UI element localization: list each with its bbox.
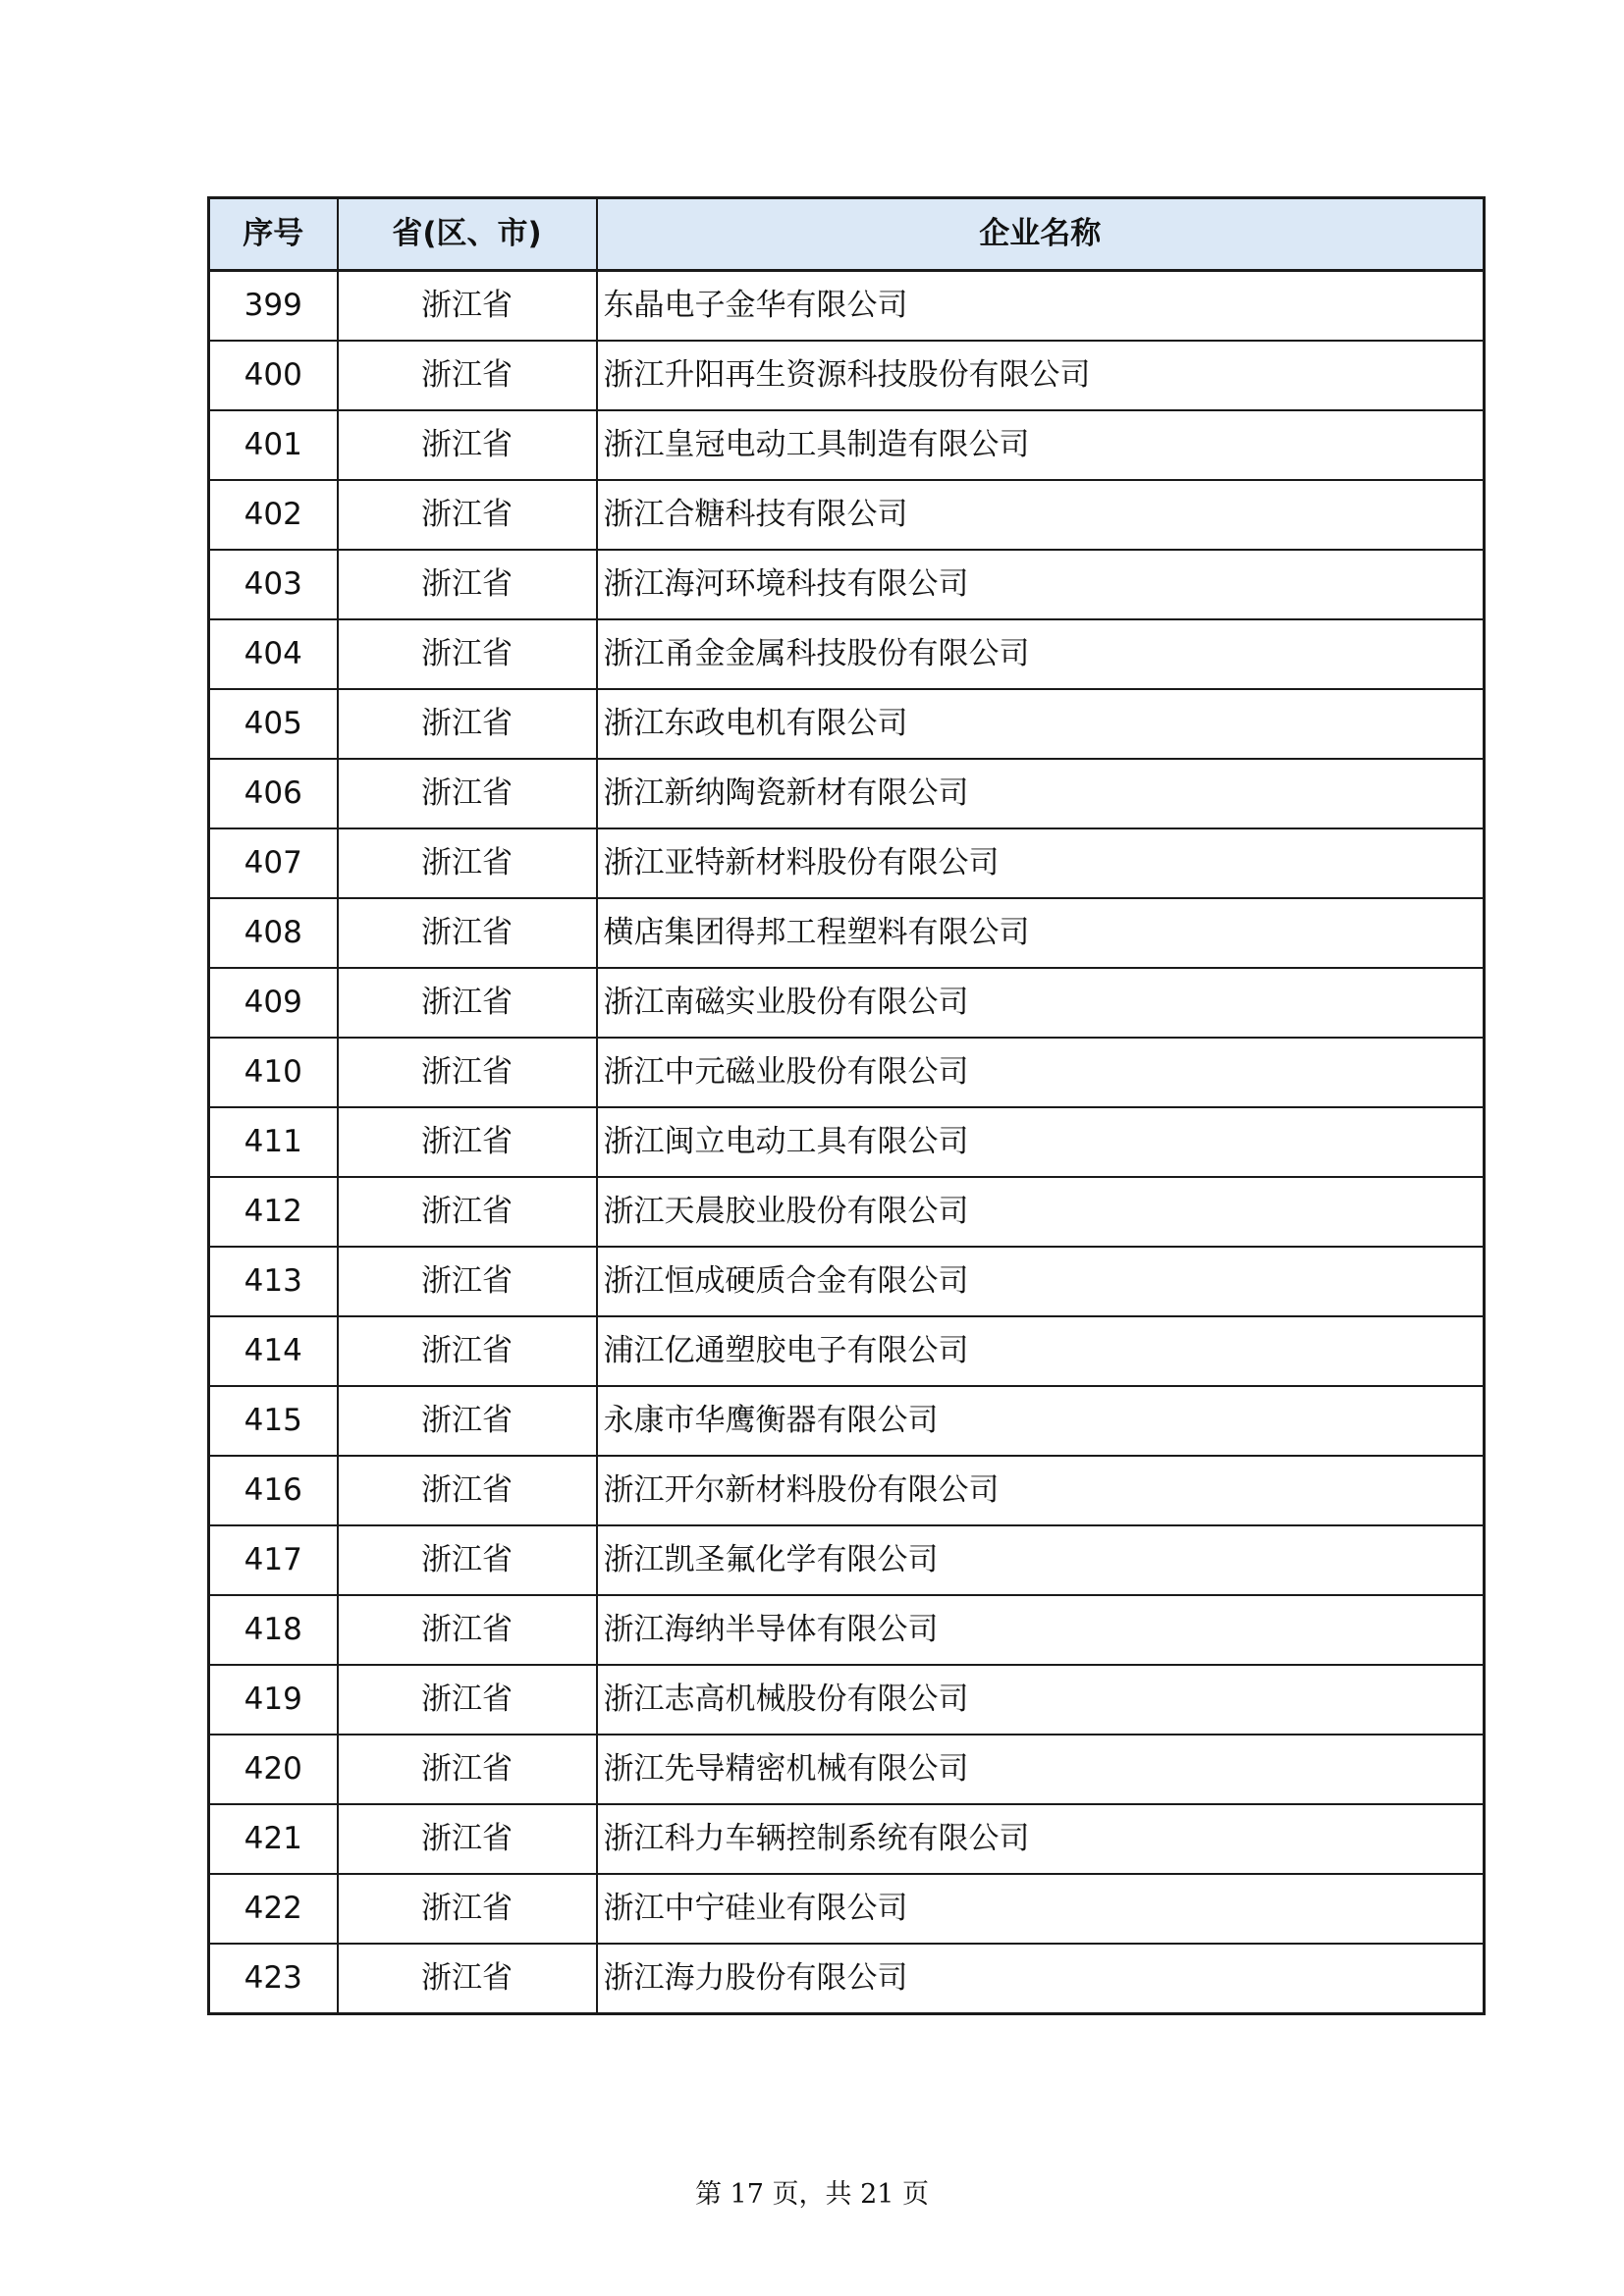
table-row	[209, 480, 1485, 550]
enterprise-name-cell: 浙江开尔新材料股份有限公司	[597, 1456, 1485, 1525]
province-cell: 浙江省	[338, 1247, 597, 1316]
table-row	[209, 759, 1485, 828]
table-row	[209, 1038, 1485, 1107]
table-row	[209, 1456, 1485, 1525]
page-footer: 第 17 页，共 21 页	[694, 2179, 930, 2210]
enterprise-name-cell: 浙江海力股份有限公司	[597, 1944, 1485, 2014]
table-header	[209, 198, 1485, 271]
province-cell: 浙江省	[338, 1944, 597, 2014]
enterprise-name-cell: 浙江合糖科技有限公司	[597, 480, 1485, 550]
enterprise-name-cell: 横店集团得邦工程塑料有限公司	[597, 898, 1485, 968]
serial-number-cell: 419	[209, 1665, 338, 1735]
province-cell: 浙江省	[338, 1316, 597, 1386]
table-row	[209, 1316, 1485, 1386]
enterprise-table	[207, 196, 1486, 2015]
table-row	[209, 898, 1485, 968]
enterprise-name-cell: 浙江东政电机有限公司	[597, 689, 1485, 759]
serial-number-cell: 409	[209, 968, 338, 1038]
serial-number-cell: 418	[209, 1595, 338, 1665]
table-row	[209, 1665, 1485, 1735]
serial-number-cell: 417	[209, 1525, 338, 1595]
serial-number-cell: 415	[209, 1386, 338, 1456]
enterprise-name-cell: 浦江亿通塑胶电子有限公司	[597, 1316, 1485, 1386]
serial-number-cell: 400	[209, 341, 338, 410]
table-body	[209, 271, 1485, 2014]
table-row	[209, 550, 1485, 619]
province-cell: 浙江省	[338, 1665, 597, 1735]
serial-number-cell: 423	[209, 1944, 338, 2014]
header-enterprise-name: 企业名称	[597, 198, 1485, 271]
province-cell: 浙江省	[338, 1386, 597, 1456]
serial-number-cell: 410	[209, 1038, 338, 1107]
header-province: 省(区、市)	[338, 198, 597, 271]
province-cell: 浙江省	[338, 619, 597, 689]
table-row	[209, 1735, 1485, 1804]
enterprise-name-cell: 浙江海河环境科技有限公司	[597, 550, 1485, 619]
serial-number-cell: 421	[209, 1804, 338, 1874]
table-row	[209, 1107, 1485, 1177]
province-cell: 浙江省	[338, 410, 597, 480]
serial-number-cell: 402	[209, 480, 338, 550]
enterprise-name-cell: 浙江中宁硅业有限公司	[597, 1874, 1485, 1944]
serial-number-cell: 413	[209, 1247, 338, 1316]
province-cell: 浙江省	[338, 1525, 597, 1595]
province-cell: 浙江省	[338, 1595, 597, 1665]
serial-number-cell: 403	[209, 550, 338, 619]
serial-number-cell: 411	[209, 1107, 338, 1177]
serial-number-cell: 401	[209, 410, 338, 480]
table-row	[209, 410, 1485, 480]
province-cell: 浙江省	[338, 341, 597, 410]
table-row	[209, 968, 1485, 1038]
serial-number-cell: 404	[209, 619, 338, 689]
table-row	[209, 1804, 1485, 1874]
enterprise-name-cell: 浙江升阳再生资源科技股份有限公司	[597, 341, 1485, 410]
table-row	[209, 1177, 1485, 1247]
enterprise-name-cell: 浙江甬金金属科技股份有限公司	[597, 619, 1485, 689]
table-row	[209, 1247, 1485, 1316]
table-row	[209, 341, 1485, 410]
enterprise-name-cell: 浙江皇冠电动工具制造有限公司	[597, 410, 1485, 480]
province-cell: 浙江省	[338, 1456, 597, 1525]
enterprise-name-cell: 浙江志高机械股份有限公司	[597, 1665, 1485, 1735]
serial-number-cell: 416	[209, 1456, 338, 1525]
serial-number-cell: 412	[209, 1177, 338, 1247]
serial-number-cell: 420	[209, 1735, 338, 1804]
header-serial-number: 序号	[209, 198, 338, 271]
serial-number-cell: 399	[209, 271, 338, 342]
table-row	[209, 1386, 1485, 1456]
serial-number-cell: 406	[209, 759, 338, 828]
enterprise-name-cell: 浙江闽立电动工具有限公司	[597, 1107, 1485, 1177]
table-row	[209, 1944, 1485, 2014]
enterprise-name-cell: 浙江亚特新材料股份有限公司	[597, 828, 1485, 898]
province-cell: 浙江省	[338, 271, 597, 342]
table-row	[209, 1874, 1485, 1944]
table-row	[209, 619, 1485, 689]
enterprise-name-cell: 浙江新纳陶瓷新材有限公司	[597, 759, 1485, 828]
serial-number-cell: 422	[209, 1874, 338, 1944]
serial-number-cell: 407	[209, 828, 338, 898]
province-cell: 浙江省	[338, 1107, 597, 1177]
enterprise-name-cell: 浙江中元磁业股份有限公司	[597, 1038, 1485, 1107]
province-cell: 浙江省	[338, 480, 597, 550]
province-cell: 浙江省	[338, 898, 597, 968]
province-cell: 浙江省	[338, 1804, 597, 1874]
enterprise-name-cell: 永康市华鹰衡器有限公司	[597, 1386, 1485, 1456]
province-cell: 浙江省	[338, 550, 597, 619]
enterprise-name-cell: 东晶电子金华有限公司	[597, 271, 1485, 342]
province-cell: 浙江省	[338, 1874, 597, 1944]
table-row	[209, 828, 1485, 898]
province-cell: 浙江省	[338, 1038, 597, 1107]
province-cell: 浙江省	[338, 759, 597, 828]
enterprise-name-cell: 浙江海纳半导体有限公司	[597, 1595, 1485, 1665]
table-row	[209, 1525, 1485, 1595]
enterprise-name-cell: 浙江天晨胶业股份有限公司	[597, 1177, 1485, 1247]
enterprise-name-cell: 浙江南磁实业股份有限公司	[597, 968, 1485, 1038]
enterprise-name-cell: 浙江恒成硬质合金有限公司	[597, 1247, 1485, 1316]
enterprise-name-cell: 浙江先导精密机械有限公司	[597, 1735, 1485, 1804]
table-row	[209, 1595, 1485, 1665]
serial-number-cell: 414	[209, 1316, 338, 1386]
table-row	[209, 271, 1485, 342]
enterprise-name-cell: 浙江科力车辆控制系统有限公司	[597, 1804, 1485, 1874]
enterprise-name-cell: 浙江凯圣氟化学有限公司	[597, 1525, 1485, 1595]
province-cell: 浙江省	[338, 1177, 597, 1247]
table-row	[209, 689, 1485, 759]
serial-number-cell: 408	[209, 898, 338, 968]
province-cell: 浙江省	[338, 828, 597, 898]
province-cell: 浙江省	[338, 1735, 597, 1804]
header-row	[209, 198, 1485, 271]
serial-number-cell: 405	[209, 689, 338, 759]
province-cell: 浙江省	[338, 968, 597, 1038]
province-cell: 浙江省	[338, 689, 597, 759]
